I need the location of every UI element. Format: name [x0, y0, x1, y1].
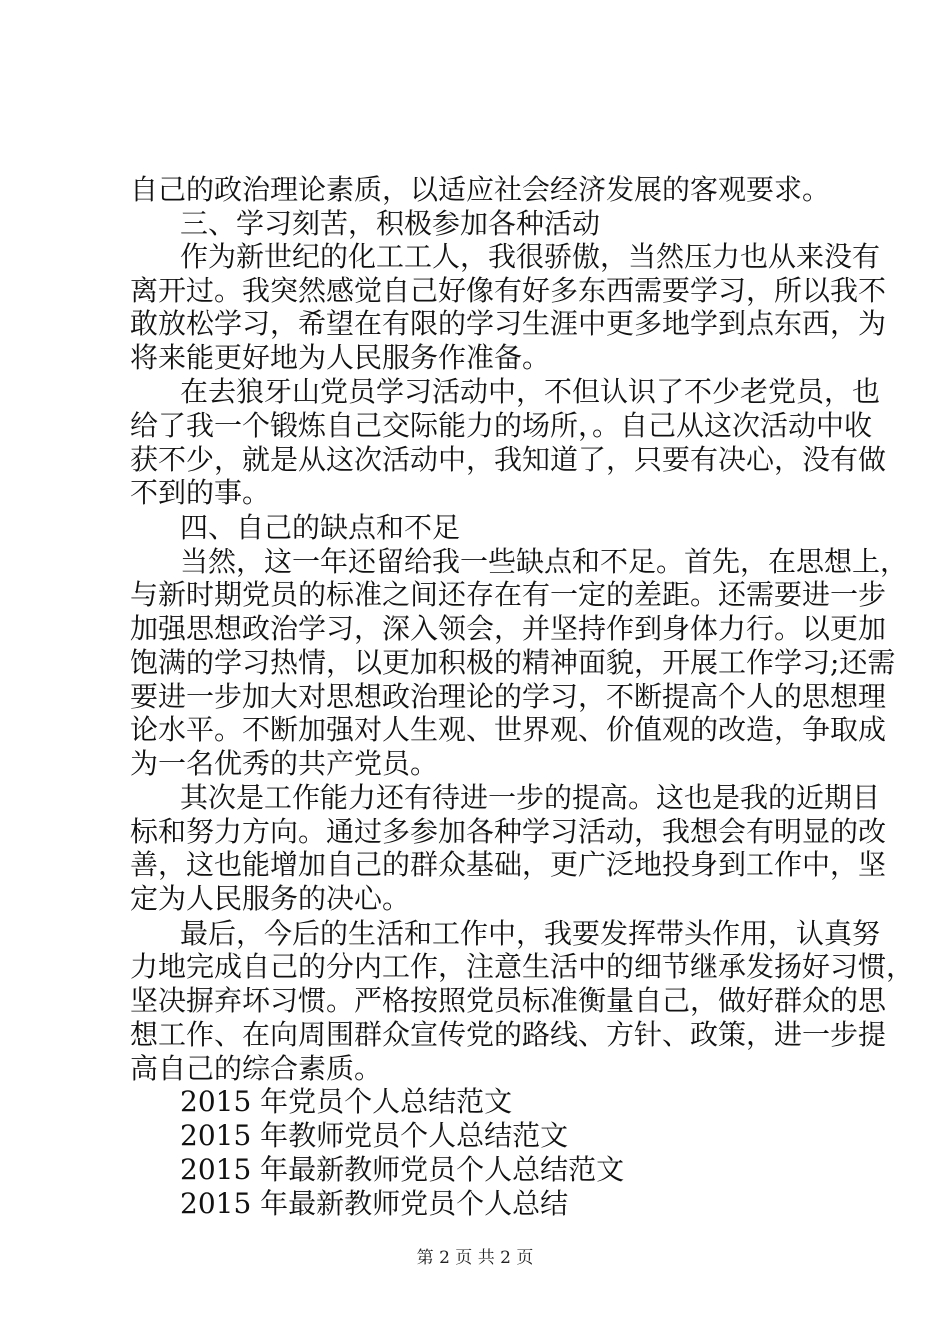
text-line: 坚决摒弃坏习惯。严格按照党员标准衡量自己，做好群众的思	[130, 984, 887, 1017]
text-line: 敢放松学习，希望在有限的学习生涯中更多地学到点东西，为	[130, 307, 887, 340]
text-line: 为一名优秀的共产党员。	[130, 747, 439, 780]
page-number-footer: 第 2 页 共 2 页	[416, 1248, 534, 1268]
text-line: 获不少，就是从这次活动中，我知道了，只要有决心，没有做	[130, 443, 887, 476]
text-line: 饱满的学习热情，以更加积极的精神面貌，开展工作学习;还需	[130, 646, 896, 679]
text-line: 最后，今后的生活和工作中，我要发挥带头作用，认真努	[180, 917, 881, 950]
related-article-title: 2015 年党员个人总结范文	[180, 1085, 513, 1118]
text-line: 给了我一个锻炼自己交际能力的场所，。自己从这次活动中收	[130, 409, 873, 442]
text-line: 要进一步加大对思想政治理论的学习，不断提高个人的思想理	[130, 680, 887, 713]
text-line: 不到的事。	[130, 476, 271, 509]
text-line: 与新时期党员的标准之间还存在有一定的差距。还需要进一步	[130, 578, 887, 611]
text-line: 离开过。我突然感觉自己好像有好多东西需要学习，所以我不	[130, 274, 887, 307]
text-line: 作为新世纪的化工工人，我很骄傲，当然压力也从来没有	[180, 240, 881, 273]
section-heading: 三、学习刻苦，积极参加各种活动	[180, 207, 601, 240]
section-heading: 四、自己的缺点和不足	[180, 511, 461, 544]
text-line: 标和努力方向。通过多参加各种学习活动，我想会有明显的改	[130, 815, 887, 848]
related-article-title: 2015 年最新教师党员个人总结	[180, 1187, 569, 1220]
related-article-title: 2015 年最新教师党员个人总结范文	[180, 1153, 625, 1186]
text-line: 论水平。不断加强对人生观、世界观、价值观的改造，争取成	[130, 713, 887, 746]
text-line: 当然，这一年还留给我一些缺点和不足。首先，在思想上，	[180, 545, 909, 578]
text-line: 想工作、在向周围群众宣传党的路线、方针、政策，进一步提	[130, 1018, 887, 1051]
related-article-title: 2015 年教师党员个人总结范文	[180, 1119, 569, 1152]
text-line: 定为人民服务的决心。	[130, 882, 411, 915]
text-line: 其次是工作能力还有待进一步的提高。这也是我的近期目	[180, 781, 881, 814]
text-line: 善，这也能增加自己的群众基础，更广泛地投身到工作中，坚	[130, 848, 887, 881]
text-line: 加强思想政治学习，深入领会，并坚持作到身体力行。以更加	[130, 612, 887, 645]
text-line: 高自己的综合素质。	[130, 1052, 383, 1085]
text-line: 自己的政治理论素质，以适应社会经济发展的客观要求。	[130, 173, 831, 206]
text-line: 将来能更好地为人民服务作准备。	[130, 341, 551, 374]
text-line: 在去狼牙山党员学习活动中，不但认识了不少老党员，也	[180, 375, 881, 408]
text-line: 力地完成自己的分内工作，注意生活中的细节继承发扬好习惯，	[130, 950, 915, 983]
